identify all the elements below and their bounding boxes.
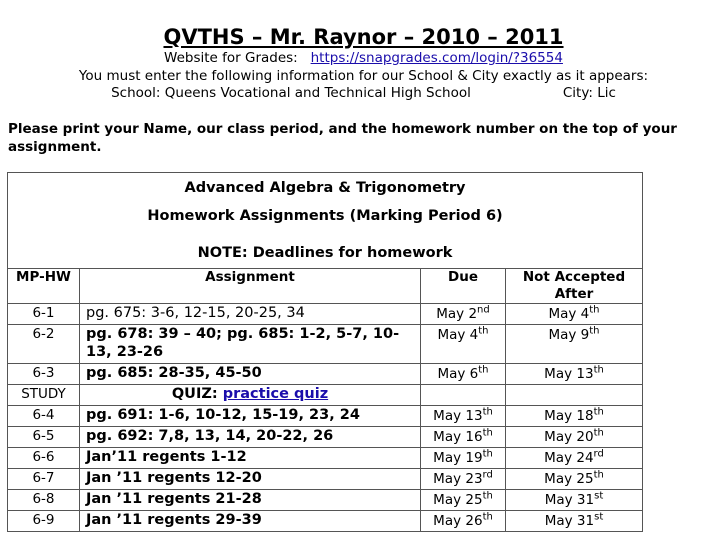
row-mp-hw: STUDY: [8, 384, 80, 405]
row-due: May 19th: [421, 447, 506, 468]
row-due: May 4th: [421, 324, 506, 363]
deadline-note: NOTE: Deadlines for homework: [197, 245, 453, 261]
row-assignment: pg. 692: 7,8, 13, 14, 20-22, 26: [80, 426, 421, 447]
table-row: [8, 489, 643, 510]
row-not-accepted: May 13th: [506, 363, 643, 384]
row-not-accepted: May 31st: [506, 489, 643, 510]
row-mp-hw: 6-4: [8, 405, 80, 426]
row-due: May 23rd: [421, 468, 506, 489]
city-name: City: Lic: [562, 85, 616, 101]
table-row: [8, 303, 643, 324]
row-assignment: pg. 678: 39 – 40; pg. 685: 1-2, 5-7, 10-13, 23-26: [80, 324, 421, 363]
page-title: QVTHS – Mr. Raynor – 2010 – 2011: [163, 25, 564, 49]
row-mp-hw: 6-8: [8, 489, 80, 510]
practice-quiz-link[interactable]: practice quiz: [222, 385, 329, 402]
table-row: [8, 363, 643, 384]
row-mp-hw: 6-7: [8, 468, 80, 489]
row-mp-hw: 6-6: [8, 447, 80, 468]
table-row: [8, 426, 643, 447]
row-not-accepted: May 31st: [506, 510, 643, 531]
table-row: [8, 510, 643, 531]
website-label: Website for Grades:: [164, 50, 298, 66]
website-line: [0, 50, 727, 68]
row-assignment: Jan ’11 regents 12-20: [80, 468, 421, 489]
row-due: May 26th: [421, 510, 506, 531]
row-assignment: pg. 691: 1-6, 10-12, 15-19, 23, 24: [80, 405, 421, 426]
row-due: May 13th: [421, 405, 506, 426]
row-mp-hw: 6-5: [8, 426, 80, 447]
row-due: May 2nd: [421, 303, 506, 324]
header-due: Due: [421, 268, 506, 303]
table-caption: [8, 173, 643, 269]
header-mp-hw: MP-HW: [8, 268, 80, 303]
table-row: [8, 384, 643, 405]
table-row: [8, 447, 643, 468]
row-due: May 25th: [421, 489, 506, 510]
row-assignment: Jan ’11 regents 29-39: [80, 510, 421, 531]
row-not-accepted: May 9th: [506, 324, 643, 363]
row-due: May 16th: [421, 426, 506, 447]
school-city-line: [0, 85, 727, 103]
header-assignment: Assignment: [80, 268, 421, 303]
row-assignment: Jan’11 regents 1-12: [80, 447, 421, 468]
row-mp-hw: 6-9: [8, 510, 80, 531]
school-name: School: Queens Vocational and Technical High School: [111, 85, 471, 101]
row-quiz: [80, 384, 421, 405]
quiz-label: QUIZ:: [171, 385, 218, 402]
homework-table: [7, 172, 643, 532]
assignment-instructions: Please print your Name, our class period, and the homework number on the top of your assignment.: [8, 121, 677, 155]
row-not-accepted: May 25th: [506, 468, 643, 489]
row-mp-hw: 6-2: [8, 324, 80, 363]
table-subtitle: Homework Assignments (Marking Period 6): [147, 207, 503, 224]
enter-info-text: You must enter the following information for our School & City exactly as it appears:: [78, 67, 649, 84]
table-row: [8, 405, 643, 426]
page-header: [0, 24, 727, 103]
row-not-accepted: May 20th: [506, 426, 643, 447]
row-not-accepted: May 18th: [506, 405, 643, 426]
row-assignment: pg. 685: 28-35, 45-50: [80, 363, 421, 384]
row-mp-hw: 6-3: [8, 363, 80, 384]
header-not-accepted: Not Accepted After: [506, 268, 643, 303]
row-due: May 6th: [421, 363, 506, 384]
table-row: [8, 324, 643, 363]
grades-website-link[interactable]: https://snapgrades.com/login/?36554: [310, 50, 563, 66]
row-mp-hw: 6-1: [8, 303, 80, 324]
row-not-accepted: May 4th: [506, 303, 643, 324]
row-not-accepted: [506, 384, 643, 405]
row-due: [421, 384, 506, 405]
table-row: [8, 468, 643, 489]
course-title: Advanced Algebra & Trigonometry: [184, 180, 466, 196]
row-not-accepted: May 24rd: [506, 447, 643, 468]
row-assignment: Jan ’11 regents 21-28: [80, 489, 421, 510]
row-assignment: pg. 675: 3-6, 12-15, 20-25, 34: [80, 303, 421, 324]
